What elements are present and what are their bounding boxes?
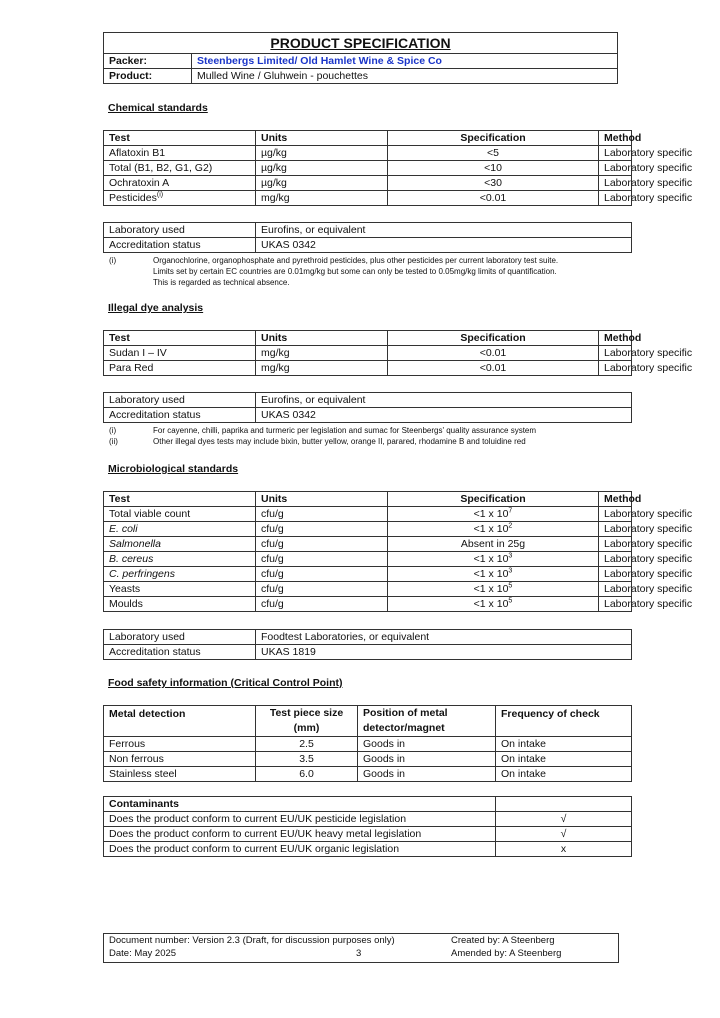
col-spec: Specification <box>388 131 599 146</box>
food-heading: Food safety information (Critical Control Point) <box>108 677 343 689</box>
cell <box>104 597 256 612</box>
table-row <box>104 827 632 842</box>
col-position: Position of metal detector/magnet <box>358 706 496 737</box>
table-row <box>104 767 632 782</box>
col-spec: Specification <box>388 492 599 507</box>
product-label: Product: <box>104 69 192 84</box>
cell: cfu/g <box>256 597 388 612</box>
cell <box>388 582 599 597</box>
cell <box>104 507 256 522</box>
cell <box>388 567 599 582</box>
footnote-ref: (i) <box>156 191 164 199</box>
cell: Laboratory specific <box>599 567 632 582</box>
cell: cfu/g <box>256 507 388 522</box>
cell: Laboratory specific <box>599 582 632 597</box>
spec-value: <1 x 10 <box>473 553 509 565</box>
cell: Goods in <box>358 752 496 767</box>
dye-footnotes <box>109 425 629 449</box>
cell: Laboratory specific <box>599 346 632 361</box>
cell: Laboratory specific <box>599 161 632 176</box>
cell <box>388 597 599 612</box>
cell: 2.5 <box>256 737 358 752</box>
micro-lab-table <box>103 629 632 660</box>
col-method: Method <box>599 492 632 507</box>
spec-value: <1 x 10 <box>473 598 509 610</box>
cell: Goods in <box>358 737 496 752</box>
cross-mark: x <box>496 842 632 857</box>
cell <box>388 552 599 567</box>
cell <box>104 191 256 206</box>
table-row <box>104 176 632 191</box>
footnote-key: (ii) <box>109 437 118 446</box>
lab-label: Laboratory used <box>104 223 256 238</box>
col-method: Method <box>599 331 632 346</box>
page-title: PRODUCT SPECIFICATION <box>104 33 618 54</box>
table-row <box>104 537 632 552</box>
cell: <0.01 <box>388 191 599 206</box>
table-row <box>104 161 632 176</box>
chemical-heading: Chemical standards <box>108 102 208 114</box>
table-row <box>104 191 632 206</box>
table-row <box>104 361 632 376</box>
col-units: Units <box>256 131 388 146</box>
cell: Laboratory specific <box>599 176 632 191</box>
table-row <box>104 507 632 522</box>
cell: <30 <box>388 176 599 191</box>
cell: Ferrous <box>104 737 256 752</box>
exponent: 5 <box>508 582 513 590</box>
packer-label: Packer: <box>104 54 192 69</box>
cell: µg/kg <box>256 176 388 191</box>
doc-number: Document number: Version 2.3 (Draft, for discussion purposes only) <box>109 935 395 946</box>
accreditation-label: Accreditation status <box>104 645 256 660</box>
cell: cfu/g <box>256 537 388 552</box>
cell: Para Red <box>104 361 256 376</box>
test-name: B. cereus <box>109 553 154 565</box>
check-mark: √ <box>496 827 632 842</box>
check-mark: √ <box>496 812 632 827</box>
cell <box>388 537 599 552</box>
cell <box>388 522 599 537</box>
accreditation-value: UKAS 0342 <box>256 408 632 423</box>
cell <box>388 507 599 522</box>
cell: Sudan I – IV <box>104 346 256 361</box>
test-name: Moulds <box>109 598 143 610</box>
spec-value: Absent in 25g <box>460 538 526 550</box>
contaminants-blank <box>496 797 632 812</box>
cell <box>104 552 256 567</box>
footnote-key: (i) <box>109 256 117 265</box>
accreditation-value: UKAS 1819 <box>256 645 632 660</box>
footnote-line: Limits set by certain EC countries are 0.01mg/kg but some can only be tested to 0.05mg/kg limits of quantification. <box>153 267 557 276</box>
test-name: E. coli <box>109 523 138 535</box>
cell: Does the product conform to current EU/UK heavy metal legislation <box>104 827 496 842</box>
table-row <box>104 522 632 537</box>
chemical-lab-table <box>103 222 632 253</box>
lab-value: Eurofins, or equivalent <box>256 393 632 408</box>
spec-value: <1 x 10 <box>473 523 509 535</box>
cell: <0.01 <box>388 361 599 376</box>
table-row <box>104 346 632 361</box>
cell: Laboratory specific <box>599 537 632 552</box>
cell: Stainless steel <box>104 767 256 782</box>
exponent: 7 <box>508 507 513 515</box>
cell: Laboratory specific <box>599 522 632 537</box>
cell: µg/kg <box>256 161 388 176</box>
col-metal-detection: Metal detection <box>104 706 256 737</box>
cell <box>104 582 256 597</box>
cell: On intake <box>496 737 632 752</box>
lab-value: Foodtest Laboratories, or equivalent <box>256 630 632 645</box>
table-row <box>104 842 632 857</box>
contaminants-heading: Contaminants <box>104 797 496 812</box>
exponent: 3 <box>508 552 513 560</box>
accreditation-label: Accreditation status <box>104 408 256 423</box>
packer-value: Steenbergs Limited/ Old Hamlet Wine & Spice Co <box>192 54 618 69</box>
cell: <0.01 <box>388 346 599 361</box>
table-row <box>104 737 632 752</box>
spec-value: <1 x 10 <box>473 508 509 520</box>
cell: cfu/g <box>256 522 388 537</box>
accreditation-value: UKAS 0342 <box>256 238 632 253</box>
cell: mg/kg <box>256 346 388 361</box>
header-table <box>103 32 618 84</box>
col-method: Method <box>599 131 632 146</box>
footer <box>103 933 619 963</box>
col-spec: Specification <box>388 331 599 346</box>
contaminants-table <box>103 796 632 857</box>
cell: <5 <box>388 146 599 161</box>
col-units: Units <box>256 492 388 507</box>
test-name: Salmonella <box>109 538 161 550</box>
dye-table <box>103 330 693 376</box>
product-value: Mulled Wine / Gluhwein - pouchettes <box>192 69 618 84</box>
cell: Total (B1, B2, G1, G2) <box>104 161 256 176</box>
cell: Goods in <box>358 767 496 782</box>
micro-heading: Microbiological standards <box>108 463 239 475</box>
footnote-line: For cayenne, chilli, paprika and turmeric per legislation and sumac for Steenbergs' quality assurance system <box>153 426 537 435</box>
cell: Laboratory specific <box>599 191 632 206</box>
footnote-key: (i) <box>109 426 117 435</box>
table-row <box>104 567 632 582</box>
cell: 6.0 <box>256 767 358 782</box>
exponent: 5 <box>508 597 513 605</box>
dye-heading: Illegal dye analysis <box>108 302 204 314</box>
cell: Ochratoxin A <box>104 176 256 191</box>
created-by: Created by: A Steenberg <box>451 935 555 946</box>
cell <box>104 522 256 537</box>
dye-lab-table <box>103 392 632 423</box>
test-name: C. perfringens <box>109 568 175 580</box>
lab-label: Laboratory used <box>104 393 256 408</box>
cell: µg/kg <box>256 146 388 161</box>
table-row <box>104 552 632 567</box>
cell: Laboratory specific <box>599 146 632 161</box>
test-name: Yeasts <box>109 583 141 595</box>
col-test-piece: Test piece size (mm) <box>256 706 358 737</box>
cell: mg/kg <box>256 191 388 206</box>
table-row <box>104 582 632 597</box>
accreditation-label: Accreditation status <box>104 238 256 253</box>
cell: On intake <box>496 752 632 767</box>
pesticides-text: Pesticides <box>109 192 157 204</box>
cell: Non ferrous <box>104 752 256 767</box>
lab-value: Eurofins, or equivalent <box>256 223 632 238</box>
food-table <box>103 705 632 782</box>
chemical-footnote <box>109 255 629 291</box>
exponent: 2 <box>508 522 513 530</box>
cell: Laboratory specific <box>599 552 632 567</box>
amended-by: Amended by: A Steenberg <box>451 948 562 959</box>
cell <box>104 567 256 582</box>
exponent: 3 <box>508 567 513 575</box>
col-units: Units <box>256 331 388 346</box>
cell: <10 <box>388 161 599 176</box>
cell: Does the product conform to current EU/UK pesticide legislation <box>104 812 496 827</box>
table-row <box>104 812 632 827</box>
cell: cfu/g <box>256 552 388 567</box>
col-test: Test <box>104 131 256 146</box>
table-row <box>104 597 632 612</box>
cell: cfu/g <box>256 582 388 597</box>
lab-label: Laboratory used <box>104 630 256 645</box>
cell: Laboratory specific <box>599 597 632 612</box>
spec-value: <1 x 10 <box>473 583 509 595</box>
micro-table <box>103 491 693 612</box>
col-frequency: Frequency of check <box>496 706 632 737</box>
spec-value: <1 x 10 <box>473 568 509 580</box>
col-test: Test <box>104 492 256 507</box>
cell: On intake <box>496 767 632 782</box>
test-name: Total viable count <box>109 508 191 520</box>
cell: mg/kg <box>256 361 388 376</box>
footnote-line: Other illegal dyes tests may include bixin, butter yellow, orange II, parared, rhodamine B and toluidine red <box>153 437 526 446</box>
cell: Laboratory specific <box>599 361 632 376</box>
table-row <box>104 752 632 767</box>
col-test: Test <box>104 331 256 346</box>
cell: Does the product conform to current EU/UK organic legislation <box>104 842 496 857</box>
cell <box>104 537 256 552</box>
chemical-table <box>103 130 693 206</box>
footnote-line: This is regarded as technical absence. <box>153 278 290 287</box>
cell: Aflatoxin B1 <box>104 146 256 161</box>
cell: 3.5 <box>256 752 358 767</box>
cell: Laboratory specific <box>599 507 632 522</box>
doc-date: Date: May 2025 <box>109 948 177 959</box>
table-row <box>104 146 632 161</box>
cell: cfu/g <box>256 567 388 582</box>
page-number: 3 <box>356 948 362 959</box>
footnote-line: Organochlorine, organophosphate and pyrethroid pesticides, plus other pesticides per current laboratory test suite. <box>153 256 559 265</box>
